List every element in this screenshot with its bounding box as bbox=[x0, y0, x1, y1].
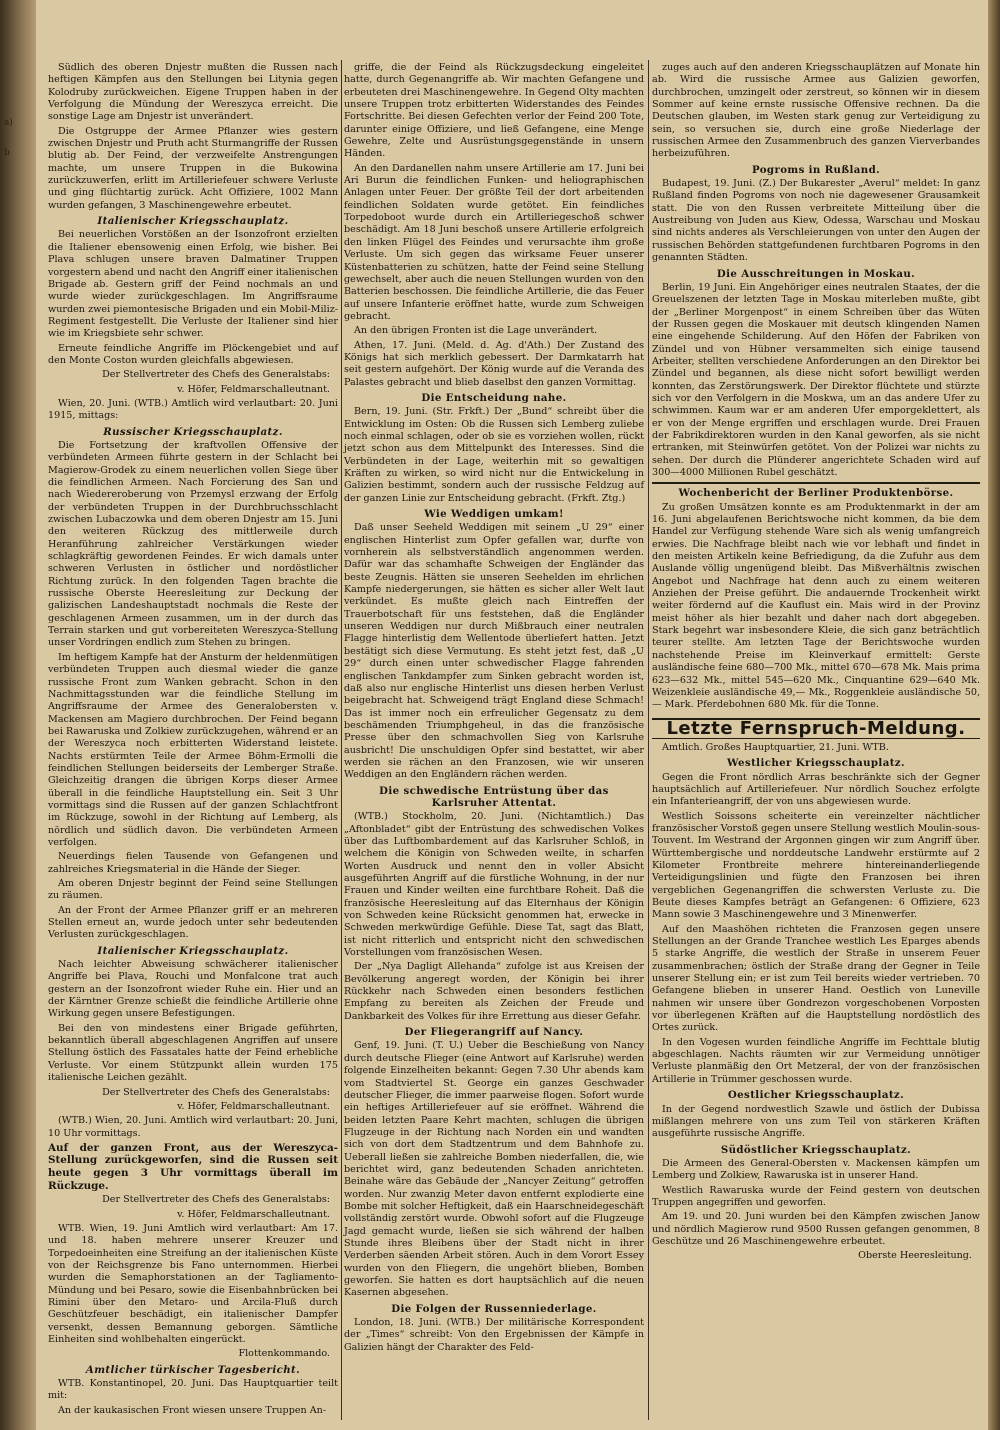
column-3 bbox=[652, 62, 980, 1417]
article-heading: Wie Weddigen umkam! bbox=[424, 508, 564, 521]
breaking-news-heading: Letzte Fernspruch-Meldung. bbox=[652, 718, 980, 739]
paragraph: Im heftigem Kampfe hat der Ansturm der heldenmütigen verbündeten Truppen auch diesmal wieder die ganze russische Front zum Wanken gebracht. Schon in den Nachmittagsstunden war die feindliche Stellung im Angriffsraume der Armee des Generalobersten v. Mackensen am Magiero durchbrochen. Der Feind begann bei Rawaruska und Zolkiew zurückzugehen, während er an der Wereszyca noch erbitterten Widerstand leistete. Nachts erstürmten Teile der Armee Böhm-Ermolli die feindlichen Stellungen beiderseits der Lemberger Straße. Gleichzeitig drangen die übrigen Korps dieser Armee überall in die feindliche Hauptstellung ein. Seit 3 Uhr vormittags sind die Russen auf der ganzen Schlachtfront im Rückzuge, sowohl in der Richtung auf Lemberg, als nördlich und südlich davon. Die verbündeten Armeen verfolgen. bbox=[48, 651, 338, 848]
article-heading: Der Fliegerangriff auf Nancy. bbox=[404, 1026, 584, 1039]
bold-announcement: Auf der ganzen Front, aus der Wereszyca-Stellung zurückgeworfen, sind die Russen seit heute gegen 3 Uhr vormittags überall im Rückzuge. bbox=[48, 1141, 338, 1192]
column-2 bbox=[344, 62, 644, 1417]
paragraph: An der Front der Armee Pflanzer griff er an mehreren Stellen erneut an, wurde jedoch unter sehr bedeutenden Verlusten zurückgeschlagen. bbox=[48, 904, 338, 941]
signature: Oberste Heeresleitung. bbox=[858, 1250, 972, 1262]
section-heading: Italienischer Kriegsschauplatz. bbox=[97, 944, 289, 957]
paragraph: zuges auch auf den anderen Kriegsschauplätzen auf Monate hin ab. Wird die russische Armee aus Galizien geworfen, durchbrochen, umzingelt oder zerstreut, so können wir in diesem Sommer auf keine ernste russische Offensive rechnen. Da die Deutschen glauben, im Westen stark genug zur Verteidigung zu sein, so versuchen sie, durch eine große Niederlage der russischen Armee den Zusammenbruch des ganzen Vierverbandes herbeizuführen. bbox=[652, 62, 980, 160]
paragraph: Südlich des oberen Dnjestr mußten die Russen nach heftigen Kämpfen aus den Stellungen bei Litynia gegen Kolodruby zurückweichen. Eigene Truppen haben in der Verfolgung die Mündung der Wereszyca erreicht. Die sonstige Lage am Dnjestr ist unverändert. bbox=[48, 62, 338, 123]
paragraph: WTB. Wien, 19. Juni Amtlich wird verlautbart: Am 17. und 18. haben mehrere unserer Kreuzer und Torpedoeinheiten eine Streifung an der italienischen Küste von der Reichsgrenze bis Fano unternommen. Hierbei wurden die Semaphorstationen an der Tagliamento-Mündung und bei Pesaro, sowie die Eisenbahnbrücken bei Rimini über den Metaro- und Arcila-Fluß durch Geschützfeuer beschädigt, ein italienischer Dampfer versenkt, dessen Bemannung geborgen. Sämtliche Einheiten sind wohlbehalten eingerückt. bbox=[48, 1222, 338, 1346]
article-heading: Die Entscheidung nahe. bbox=[421, 391, 567, 404]
paragraph: (WTB.) Stockholm, 20. Juni. (Nichtamtlich.) Das „Aftonbladet“ gibt der Entrüstung des schwedischen Volkes über das Luftbombardement auf das Karlsruher Schloß, in welchem die Königin von Schweden weilte, in scharfen Worten Ausdruck und nennt den in voller Absicht ausgeführten Angriff auf die fürstliche Wohnung, in der nur Frauen und Kinder weilten eine furchtbare Roheit. Daß die französische Heeresleitung auf das Elternhaus der Königin von Schweden keine Rücksicht genommen hat, erwecke in Schweden merkwürdige Gefühle. Diese Tat, sagt das Blatt, ist nicht ritterlich und entspricht nicht den schwedischen Vorstellungen vom französischen Wesen. bbox=[344, 811, 644, 959]
article-heading: Die Ausschreitungen in Moskau. bbox=[716, 267, 916, 280]
article-heading: Die Folgen der Russenniederlage. bbox=[391, 1302, 597, 1315]
signature-line: Der Stellvertreter des Chefs des Generalstabs: bbox=[102, 1086, 330, 1098]
paragraph: In der Gegend nordwestlich Szawle und östlich der Dubissa mißlangen mehrere von uns zum Teil von stärkeren Kräften ausgeführte russische Angriffe. bbox=[652, 1103, 980, 1140]
signature: Flottenkommando. bbox=[238, 1348, 330, 1360]
paragraph: Wien, 20. Juni. (WTB.) Amtlich wird verlautbart: 20. Juni 1915, mittags: bbox=[48, 397, 338, 422]
paragraph: Daß unser Seeheld Weddigen mit seinem „U 29“ einer englischen Hinterlist zum Opfer gefallen war, durfte von vornherein als selbstverständlich angenommen werden. Dafür war das schamhafte Schweigen der Engländer das beste Zeugnis. Hätten sie unseren Seehelden im ehrlichen Kampfe niedergerungen, sie hätten es sicher aller Welt laut verkündet. Es mußte gleich nach Eintreffen der Trauerbotschaft für uns feststehen, daß die Engländer unseren Weddigen nur durch Mißbrauch einer neutralen Flagge hinterlistig dem Wellentode überliefert hatten. Jetzt bestätigt sich diese Vermutung. Es steht jetzt fest, daß „U 29“ durch einen unter schwedischer Flagge fahrenden englischen Tankdampfer zum Sinken gebracht worden ist, daß also nur englische Hinterlist uns diesen herben Verlust beigebracht hat. Schweigend trägt England diese Schmach! Das ist immer noch ein erfreulicher Gegensatz zu dem beschämenden Triumphgeheul, in das die französische Presse über den schmachvollen Sieg von Karlsruhe ausbricht! Die unschuldigen Opfer sind bestattet, wir aber werden sie rächen an den Franzosen, wie wir unseren Weddigen an den Engländern rächen werden. bbox=[344, 522, 644, 781]
paragraph: Am 19. und 20. Juni wurden bei den Kämpfen zwischen Janow und nördlich Magierow rund 9500 Russen gefangen genommen, 8 Geschütze und 26 Maschinengewehre erbeutet. bbox=[652, 1211, 980, 1247]
paragraph: WTB. Konstantinopel, 20. Juni. Das Hauptquartier teilt mit: bbox=[48, 1378, 338, 1402]
paragraph: Athen, 17. Juni. (Meld. d. Ag. d'Ath.) Der Zustand des Königs hat sich merklich gebessert. Der Darmkatarrh hat seit gestern aufgehört. Der König wurde auf die Veranda des Palastes gebracht und blieb daselbst den ganzen Vormittag. bbox=[344, 339, 644, 388]
section-heading: Oestlicher Kriegsschauplatz. bbox=[727, 1089, 905, 1102]
paragraph: (WTB.) Wien, 20. Juni. Amtlich wird verlautbart: 20. Juni, 10 Uhr vormittags. bbox=[48, 1115, 338, 1139]
article-heading: Pogroms in Rußland. bbox=[751, 163, 881, 176]
paragraph: Nach leichter Abweisung schwächerer italienischer Angriffe bei Plava, Rouchi und Monfalcone trat auch gestern an der Isonzofront wieder Ruhe ein. Hier und an der Kärntner Grenze schießt die feindliche Artillerie ohne Wirkung gegen unsere Befestigungen. bbox=[48, 959, 338, 1020]
paragraph: Budapest, 19. Juni. (Z.) Der Bukarester „Averul“ meldet: In ganz Rußland finden Pogroms von noch nie dagewesener Grausamkeit statt. Die von den Russen verbreitete Mitteilung über die Austreibung von Juden aus Kiew, Odessa, Warschau und Moskau sind nichts anderes als Verschleierungen von unter den Augen der russischen Behörden stattgefundenen furchtbaren Pogroms in den genannten Städten. bbox=[652, 178, 980, 264]
margin-fragment: a) bbox=[4, 118, 13, 128]
newspaper-page bbox=[36, 0, 988, 1430]
paragraph: Neuerdings fielen Tausende von Gefangenen und zahlreiches Kriegsmaterial in die Hände der Sieger. bbox=[48, 851, 338, 875]
paragraph: Bern, 19. Juni. (Str. Frkft.) Der „Bund“ schreibt über die Entwicklung im Osten: Ob die Russen sich Lemberg zuliebe noch einmal schlagen, oder ob sie es vorziehen wollen, rückt jetzt schon aus dem Mittelpunkt des Interesses. Sind die Verbündeten in der Lage, weiterhin mit so gewaltigen Kräften zu wirken, so wird nicht nur die Entwickelung in Galizien bestimmt, sondern auch der russische Feldzug auf der ganzen Linie zur Entscheidung gebracht. (Frkft. Ztg.) bbox=[344, 406, 644, 504]
paragraph: Bei den von mindestens einer Brigade geführten, bekanntlich überall abgeschlagenen Angriffen auf unsere Stellung östlich des Fassatales hatte der Feind erhebliche Verluste. Vor einem Stützpunkt allein wurden 175 italienische Leichen gezählt. bbox=[48, 1022, 338, 1084]
section-heading: Russischer Kriegsschauplatz. bbox=[103, 425, 283, 438]
page-edge bbox=[988, 0, 1000, 1430]
paragraph: Auf den Maashöhen richteten die Franzosen gegen unsere Stellungen an der Grande Tranchee westlich Les Eparges abends 5 starke Angriffe, die westlich der Straße in unserem Feuer zusammenbrachen; östlich der Straße drang der Gegner in Teile unserer Stellung ein; er ist zum Teil bereits wieder vertrieben. 70 Gefangene blieben in unserer Hand. Oestlich von Luneville nahmen wir unsere über Gondrezon vorgeschobenen Vorposten vor überlegenen Kräften auf die Hauptstellung nordöstlich des Ortes zurück. bbox=[652, 923, 980, 1034]
signature: v. Höfer, Feldmarschalleutnant. bbox=[177, 1100, 330, 1112]
signature-line: Der Stellvertreter des Chefs des Generalstabs: bbox=[102, 1194, 330, 1206]
paragraph: Zu großen Umsätzen konnte es am Produktenmarkt in der am 16. Juni abgelaufenen Berichtswoche nicht kommen, da bie dem Handel zur Verfügung stehende Ware sich als wenig umfangreich erwies. Die Nachfrage bleibt nach wie vor lebhaft und findet in den meisten Artikeln keine Befriedigung, da die Zufuhr aus dem Auslande völlig ungenügend bleibt. Das Mißverhältnis zwischen Angebot und Nachfrage hat denn auch zu einem weiteren Anziehen der Preise geführt. Die andauernde Trockenheit wirkt weiter fördernd auf die Kauflust ein. Mais wird in der Provinz meist höher als hier bezahlt und daher nach dort abgegeben. Stark begehrt war insbesondere Kleie, die sich ganz beträchtlich teurer stellte. Am letzten Tage der Berichtswoche wurden nachstehende Preise im Kleinverkauf ermittelt: Gerste ausländische feine 680—700 Mk., mittel 670—678 Mk. Mais prima 623—632 Mk., mittel 545—620 Mk., Cinquantine 629—640 Mk. Weizenkleie ausländische 49,— Mk., Roggenkleie ausländische 50,— Mark. Pferdebohnen 680 Mk. für die Tonne. bbox=[652, 501, 980, 711]
paragraph: Die Ostgruppe der Armee Pflanzer wies gestern zwischen Dnjestr und Pruth acht Sturmangriffe der Russen blutig ab. Der Feind, der verzweifelte Anstrengungen machte, um unsere Truppen in die Bukowina zurückzuwerfen, erlitt im Artilleriefeuer schwere Verluste und ging flüchtartig zurück. Acht Offiziere, 1002 Mann wurden gefangen, 3 Maschinengewehre erbeutet. bbox=[48, 125, 338, 211]
paragraph: Bei neuerlichen Vorstößen an der Isonzofront erzielten die Italiener ebensowenig einen Erfolg, wie bisher. Bei Plava schlugen unsere braven Dalmatiner Truppen vorgestern abend und nacht den Angriff einer italienischen Brigade ab. Gestern griff der Feind nochmals an und wurde wieder zurückgeschlagen. Im Angriffsraume wurden zwei piemontesische Brigaden und ein Mobil-Miliz-Regiment festgestellt. Die Verluste der Italiener sind hier wie im Kriegsbiete sehr schwer. bbox=[48, 229, 338, 340]
section-heading: Südöstlicher Kriegsschauplatz. bbox=[720, 1143, 912, 1156]
section-heading: Italienischer Kriegsschauplatz. bbox=[97, 215, 289, 228]
paragraph: Westlich Rawaruska wurde der Feind gestern von deutschen Truppen angegriffen und geworfen. bbox=[652, 1184, 980, 1208]
section-heading: Amtlicher türkischer Tagesbericht. bbox=[85, 1363, 301, 1376]
paragraph: Gegen die Front nördlich Arras beschränkte sich der Gegner hauptsächlich auf Artilleriefeuer. Nur nördlich Souchez erfolgte ein Infanterieangriff, der von uns abgewiesen wurde. bbox=[652, 771, 980, 808]
paragraph: Am oberen Dnjestr beginnt der Feind seine Stellungen zu räumen. bbox=[48, 878, 338, 902]
column-1 bbox=[48, 62, 338, 1417]
margin-fragment: b bbox=[4, 148, 10, 158]
paragraph: An den Dardanellen nahm unsere Artillerie am 17. Juni bei Ari Burun die feindlichen Funken- und heliographischen Anlagen unter Feuer. Der größte Teil der dort arbeitenden feindlichen Soldaten wurde getötet. Ein feindliches Torpedoboot wurde durch ein Artilleriegeschoß schwer beschädigt. Am 18 Juni beschoß unsere Artillerie erfolgreich den linken Flügel des Feindes und verursachte ihm große Verluste. Um sich gegen das wirksame Feuer unserer Küstenbatterien zu schützen, hatte der Feind seine Stellung gewechselt, aber auch die neuen Stellungen wurden von den Batterien beschossen. Die feindliche Artillerie, die das Feuer auf unsere Infanterie eröffnet hatte, wurde zum Schweigen gebracht. bbox=[344, 162, 644, 322]
paragraph: griffe, die der Feind als Rückzugsdeckung eingeleitet hatte, durch Gegenangriffe ab. Wir machten Gefangene und erbeuteten drei Maschinengewehre. In Gegend Olty machten unsere Truppen trotz erbitterten Widerstandes des Feindes Fortschritte. Bei diesen Gefechten verlor der Feind 200 Tote, darunter einige Offiziere, und ließ Gefangene, eine Menge Gewehre, Zelte und Ausrüstungsgegenstände in unsern Händen. bbox=[344, 62, 644, 160]
column-rule bbox=[648, 60, 649, 1420]
paragraph: In den Vogesen wurden feindliche Angriffe im Fechttale blutig abgeschlagen. Nachts räumten wir zur Vermeidung unnötiger Verluste planmäßig den Ort Metzeral, der von der französischen Artillerie in Trümmer geschossen wurde. bbox=[652, 1036, 980, 1085]
paragraph: An den übrigen Fronten ist die Lage unverändert. bbox=[354, 325, 598, 337]
signature: v. Höfer, Feldmarschalleutnant. bbox=[177, 383, 330, 395]
paragraph: Genf, 19. Juni. (T. U.) Ueber die Beschießung von Nancy durch deutsche Flieger (eine Antwort auf Karlsruhe) werden folgende Einzelheiten bekannt: Gegen 7.30 Uhr abends kam vom Stadtviertel St. George ein ganzes Geschwader deutscher Flieger, die immer paarweise flogen. Sofort wurde ein heftiges Artilleriefeuer auf sie eröffnet. Während die beiden letzten Paare Kehrt machten, schlugen die übrigen Flugzeuge in der Richtung nach Norden ein und wandten sich von dort dem Stadtzentrum und dem Bahnhofe zu. Ueberall ließen sie zahlreiche Bomben niederfallen, die, wie berichtet wird, ganz bedeutenden Schaden anrichteten. Beinahe wäre das Gebäude der „Nancyer Zeitung“ getroffen worden. Nur zwanzig Meter davon entfernt explodierte eine Bombe mit solcher Heftigkeit, daß ein Haarschneidegeschäft vollständig zerstört wurde. Obwohl sofort auf die Flugzeuge Jagd gemacht wurde, ließen sie sich während der halben Stunde ihres Bleibens über der Stadt nicht in ihrer Verderben säenden Arbeit stören. Auch in dem Vorort Essey wurden von den Fliegern, die ungehört blieben, Bomben geworfen. Sie hatten es dort hauptsächlich auf die neuen Kasernen abgesehen. bbox=[344, 1040, 644, 1299]
paragraph: London, 18. Juni. (WTB.) Der militärische Korrespondent der „Times“ schreibt: Von den Ergebnissen der Kämpfe in Galizien hängt der Charakter des Feld- bbox=[344, 1317, 644, 1353]
paragraph: Die Armeen des General-Obersten v. Mackensen kämpfen um Lemberg und Zolkiew, Rawaruska ist in unserer Hand. bbox=[652, 1157, 980, 1182]
signature-line: Der Stellvertreter des Chefs des Generalstabs: bbox=[102, 369, 330, 381]
paragraph: Westlich Soissons scheiterte ein vereinzelter nächtlicher französischer Vorstoß gegen unsere Stellung westlich Moulin-sous-Touvent. Im Westrand der Argonnen gingen wir zum Angriff über. Württembergische und norddeutsche Landwehr erstürmte auf 2 Kilometer Frontbreite mehrere hintereinanderliegende Verteidigungslinien und fügte den Franzosen bei ihren vergeblichen Gegenangriffen die schwersten Verluste zu. Die Beute dieses Kampfes beträgt an Gefangenen: 6 Offiziere, 623 Mann sowie 3 Maschinengewehre und 3 Minenwerfer. bbox=[652, 810, 980, 921]
article-heading: Wochenbericht der Berliner Produktenbörse. bbox=[652, 482, 980, 499]
adjacent-page-edge bbox=[0, 0, 36, 1430]
paragraph: Berlin, 19 Juni. Ein Angehöriger eines neutralen Staates, der die Greuelszenen der letzten Tage in Moskau miterleben mußte, gibt der „Berliner Morgenpost“ in einem Schreiben über das Wüten der Russen gegen die Moskauer mit deutsch klingenden Namen eine eingehende Schilderung. Auf den Höfen der Fabriken von Zündel und von Hübner versammelten sich einige tausend Arbeiter, stellten verschiedene Anforderungen an den Direktor bei Zündel und begannen, als diese nicht sofort bewilligt werden konnten, das Zerstörungswerk. Der Direktor flüchtete und stürzte sich vor den Verfolgern in die Moskwa, um an das andere Ufer zu schwimmen. Kaum war er am anderen Ufer emporgeklettert, als er von der Menge ergriffen und erschlagen wurde. Drei Frauen der Fabrikdirektoren wurden in den Kanal geworfen, als sie nicht ertranken, mit Steinwürfen getötet. Von der Polizei war nichts zu sehen. Der durch die Plünderer angerichtete Schaden wird auf 300—4000 Millionen Rubel geschätzt. bbox=[652, 281, 980, 478]
section-heading: Westlicher Kriegsschauplatz. bbox=[727, 757, 905, 770]
paragraph: Der „Nya Dagligt Allehanda“ zufolge ist aus Kreisen der Bevölkerung angeregt worden, der Königin bei ihrer Rückkehr nach Schweden einen besonders festlichen Empfang zu bereiten als Zeichen der Freude und Dankbarkeit des Volkes für ihre Errettung aus dieser Gefahr. bbox=[344, 961, 644, 1022]
paragraph: An der kaukasischen Front wiesen unsere Truppen An- bbox=[58, 1404, 327, 1416]
paragraph: Amtlich. Großes Hauptquartier, 21. Juni. WTB. bbox=[662, 741, 889, 753]
column-rule bbox=[341, 60, 342, 1420]
signature: v. Höfer, Feldmarschalleutnant. bbox=[177, 1208, 330, 1220]
article-heading: Die schwedische Entrüstung über das Karlsruher Attentat. bbox=[379, 784, 609, 809]
paragraph: Erneute feindliche Angriffe im Plöckengebiet und auf den Monte Coston wurden gleichfalls abgewiesen. bbox=[48, 342, 338, 366]
paragraph: Die Fortsetzung der kraftvollen Offensive der verbündeten Armeen führte gestern in der Schlacht bei Magierow-Grodek zu einem neuerlichen vollen Siege über die feindlichen Armeen. Nach Forcierung des San und nach Wiedereroberung von Przemysl erzwang der Erfolg der verbündeten Truppen in der Durchbruchsschlacht zwischen Lubaczowka und dem oberen Dnjestr am 15. Juni den weiteren Rückzug des mittlerweile durch Heranführung zahlreicher Verstärkungen wieder schlagkräftig gewordenen Feindes. Er wich damals unter schweren Verlusten in östlicher und nordöstlicher Richtung zurück. In den folgenden Tagen brachte die russische Oberste Heeresleitung zur Deckung der galizischen Landeshauptstadt nochmals die Reste der geschlagenen Armeen zusammen, um in der durch das Terrain starken und gut vorbereiteten Wereszyca-Stellung unser Vordringen endlich zum Stehen zu bringen. bbox=[48, 439, 338, 649]
